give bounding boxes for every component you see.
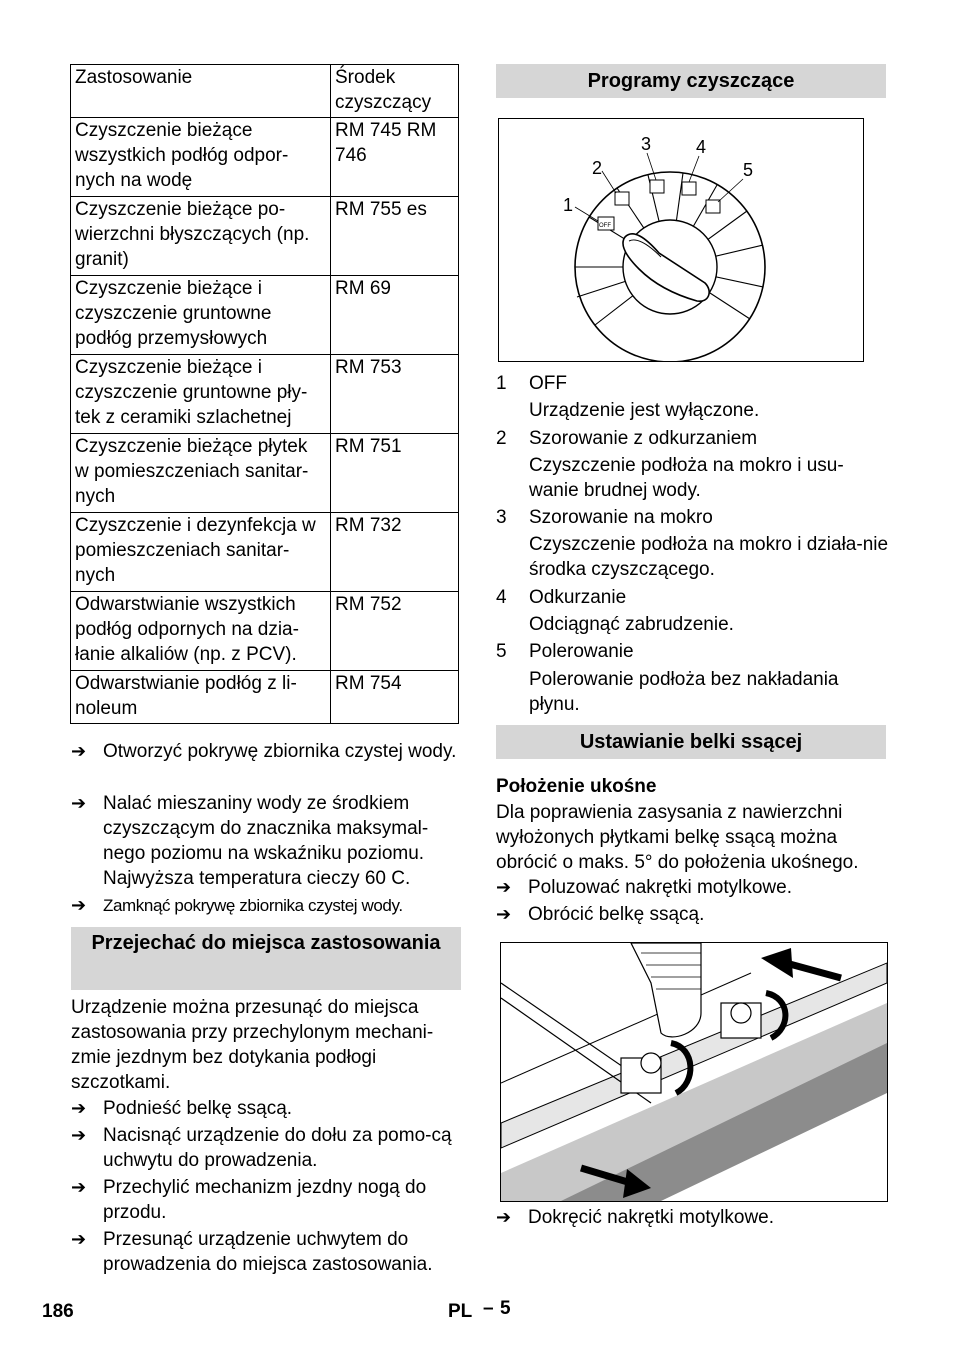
arrow-right-icon: ➔ [71, 1229, 87, 1249]
section-heading: Przejechać do miejsca zastosowania [71, 927, 461, 990]
arrow-right-icon: ➔ [71, 895, 87, 915]
step-text: Nacisnąć urządzenie do dołu za pomo-cą uchwytu do prowadzenia. [103, 1125, 452, 1171]
table-row [71, 276, 459, 355]
dial-label-2: 2 [592, 158, 603, 178]
table-header-row [71, 65, 459, 118]
step-text: Zamknąć pokrywę zbiornika czystej wody. [103, 896, 403, 915]
step-text: Poluzować nakrętki motylkowe. [528, 877, 792, 898]
program-name: OFF [529, 373, 567, 394]
list-item [71, 791, 461, 891]
list-item [71, 1096, 461, 1121]
table-row [71, 118, 459, 197]
table-cell-use: Czyszczenie i dezynfekcja w pomieszczeniach sanitar-nych [71, 513, 331, 592]
program-desc: Odciągnąć zabrudzenie. [529, 614, 734, 635]
paragraph: Urządzenie można przesunąć do miejsca zastosowania przy przechylonym mechani-zmie jezdnym bez dotykania podłogi szczotkami. [71, 997, 434, 1093]
program-desc: Polerowanie podłoża bez nakładania płynu. [529, 669, 839, 715]
footer-dash: – [483, 1298, 494, 1319]
arrow-right-icon: ➔ [496, 904, 512, 924]
table-row [71, 592, 459, 671]
cleaning-agent-table [70, 64, 459, 724]
arrow-right-icon: ➔ [496, 877, 512, 897]
table-row [71, 513, 459, 592]
program-name: Szorowanie na mokro [529, 507, 713, 528]
table-cell-agent: RM 753 [331, 355, 459, 434]
program-dial-figure [498, 118, 864, 362]
table-row [71, 671, 459, 724]
squeegee-adjustment-figure [500, 942, 888, 1202]
step-text: Przechylić mechanizm jezdny nogą do przodu. [103, 1177, 427, 1223]
step-text: Otworzyć pokrywę zbiornika czystej wody. [103, 741, 457, 762]
program-number: 4 [496, 587, 507, 608]
arrow-right-icon: ➔ [71, 1098, 87, 1118]
program-name: Szorowanie z odkurzaniem [529, 428, 758, 449]
dial-label-4: 4 [696, 137, 707, 157]
table-cell-agent: RM 751 [331, 434, 459, 513]
table-cell-agent: RM 755 es [331, 197, 459, 276]
program-desc: Czyszczenie podłoża na mokro i usu-wanie brudnej wody. [529, 455, 844, 501]
step-text: Podnieść belkę ssącą. [103, 1098, 293, 1119]
list-item [496, 902, 886, 927]
dial-off-label: OFF [599, 223, 611, 229]
language-code: PL [448, 1301, 473, 1322]
table-cell-agent: RM 745 RM 746 [331, 118, 459, 197]
list-item [71, 1227, 461, 1277]
program-number: 3 [496, 507, 507, 528]
squeegee-illustration [501, 943, 887, 1201]
step-text: Dokręcić nakrętki motylkowe. [528, 1207, 775, 1228]
table-row [71, 355, 459, 434]
arrow-right-icon: ➔ [71, 1125, 87, 1145]
step-text: Obrócić belkę ssącą. [528, 904, 705, 925]
table-header-cell: Środek czyszczący [331, 65, 459, 118]
step-text: Przesunąć urządzenie uchwytem do prowadzenia do miejsca zastosowania. [103, 1229, 433, 1275]
table-cell-use: Odwarstwianie wszystkich podłóg odpornych na dzia-łanie alkaliów (np. z PCV). [71, 592, 331, 671]
table-cell-use: Czyszczenie bieżące i czyszczenie gruntowne podłóg przemysłowych [71, 276, 331, 355]
program-name: Polerowanie [529, 641, 634, 662]
table-header-cell: Zastosowanie [71, 65, 331, 118]
arrow-right-icon: ➔ [496, 1207, 512, 1227]
dial-label-5: 5 [743, 160, 754, 180]
arrow-right-icon: ➔ [71, 793, 87, 813]
program-number: 5 [496, 641, 507, 662]
dial-label-3: 3 [641, 134, 652, 154]
list-item [71, 1123, 461, 1173]
arrow-right-icon: ➔ [71, 1177, 87, 1197]
table-cell-agent: RM 732 [331, 513, 459, 592]
paragraph: Dla poprawienia zasysania z nawierzchni wyłożonych płytkami belkę ssącą można obrócić o maks. 5° do położenia ukośnego. [496, 802, 859, 873]
list-item [71, 739, 461, 764]
program-number: 1 [496, 373, 507, 394]
program-dial-illustration [499, 119, 863, 361]
program-name: Odkurzanie [529, 587, 627, 608]
table-cell-use: Odwarstwianie podłóg z li-noleum [71, 671, 331, 724]
program-desc: Czyszczenie podłoża na mokro i działa-nie środka czyszczącego. [529, 534, 889, 580]
list-item [496, 1205, 886, 1230]
program-number: 2 [496, 428, 507, 449]
page-number: 186 [42, 1301, 74, 1322]
step-text: Nalać mieszaniny wody ze środkiem czyszczącym do znacznika maksymal-nego poziomu na wskaźniku poziomu. Najwyższa temperatura cieczy 60 C. [103, 793, 429, 889]
section-page-number: 5 [500, 1298, 511, 1319]
table-row [71, 434, 459, 513]
table-cell-use: Czyszczenie bieżące po-wierzchni błyszczących (np. granit) [71, 197, 331, 276]
table-cell-use: Czyszczenie bieżące wszystkich podłóg odpor-nych na wodę [71, 118, 331, 197]
table-cell-agent: RM 69 [331, 276, 459, 355]
list-item [71, 893, 461, 918]
program-desc: Urządzenie jest wyłączone. [529, 400, 760, 421]
section-heading: Ustawianie belki ssącej [496, 725, 886, 759]
list-item [496, 875, 886, 900]
table-cell-use: Czyszczenie bieżące płytek w pomieszczeniach sanitar-nych [71, 434, 331, 513]
table-cell-use: Czyszczenie bieżące i czyszczenie gruntowne pły-tek z ceramiki szlachetnej [71, 355, 331, 434]
dial-label-1: 1 [563, 195, 574, 215]
table-cell-agent: RM 752 [331, 592, 459, 671]
arrow-right-icon: ➔ [71, 741, 87, 761]
subsection-title: Położenie ukośne [496, 776, 657, 797]
table-body [71, 65, 459, 724]
table-cell-agent: RM 754 [331, 671, 459, 724]
table-row [71, 197, 459, 276]
list-item [71, 1175, 461, 1225]
section-heading: Programy czyszczące [496, 64, 886, 98]
